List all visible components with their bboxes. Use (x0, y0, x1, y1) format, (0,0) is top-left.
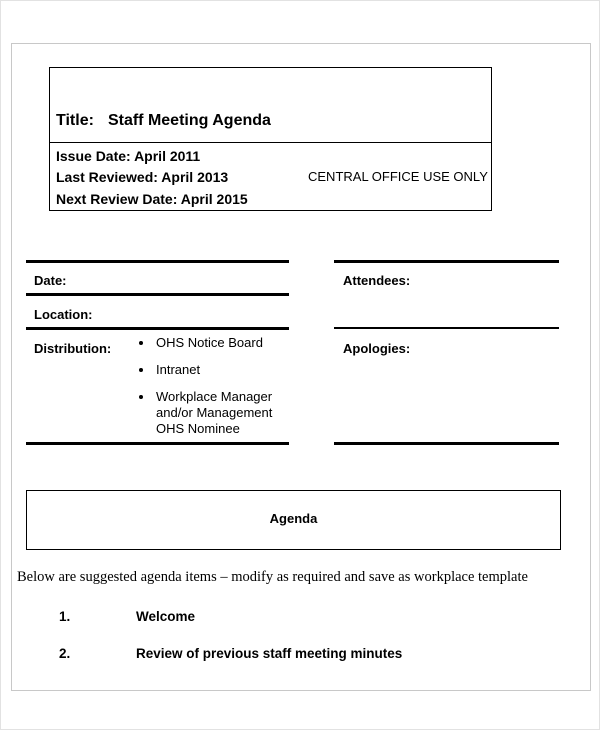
issue-date: Issue Date: April 2011 (56, 148, 201, 164)
agenda-item-number: 1. (59, 609, 71, 624)
agenda-item-text: Review of previous staff meeting minutes (136, 646, 403, 661)
agenda-item-number: 2. (59, 646, 71, 661)
distribution-label: Distribution: (34, 341, 112, 356)
document-title (56, 112, 271, 130)
office-use-note: CENTRAL OFFICE USE ONLY (308, 169, 488, 184)
rule-location-top (26, 293, 289, 296)
apologies-label: Apologies: (343, 341, 411, 356)
document-page (11, 43, 591, 691)
agenda-heading-box (26, 490, 561, 550)
last-reviewed: Last Reviewed: April 2013 (56, 169, 229, 185)
rule-apologies-top (334, 327, 559, 329)
agenda-item-text: Welcome (136, 609, 196, 624)
rule-distribution-top (26, 327, 289, 330)
title-label: Title: (56, 112, 94, 129)
distribution-list (138, 335, 272, 448)
title-value: Staff Meeting Agenda (107, 112, 271, 129)
next-review-date: Next Review Date: April 2015 (56, 191, 248, 207)
rule-apologies-bottom (334, 442, 559, 445)
title-row (50, 68, 491, 143)
date-label: Date: (34, 273, 67, 288)
list-item: Workplace Manager and/or Management OHS Nominee (138, 389, 272, 437)
title-box (49, 67, 492, 211)
rule-date-top (26, 260, 289, 263)
attendees-label: Attendees: (343, 273, 411, 288)
rule-attendees-top (334, 260, 559, 263)
list-item: OHS Notice Board (138, 335, 272, 351)
intro-text: Below are suggested agenda items – modify as required and save as workplace template (17, 569, 528, 585)
agenda-heading: Agenda (269, 511, 318, 526)
location-label: Location: (34, 307, 93, 322)
list-item: Intranet (138, 362, 272, 378)
